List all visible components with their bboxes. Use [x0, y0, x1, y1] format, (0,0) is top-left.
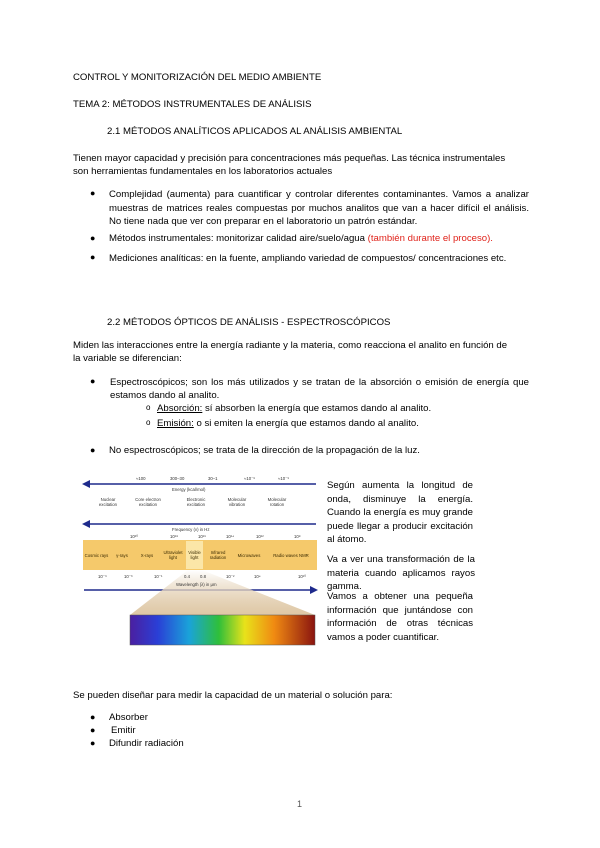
- wavelength-tick: 10⁴: [254, 574, 261, 579]
- energy-value: ≈10⁻⁹: [278, 476, 290, 481]
- list-item-absorber: Absorber: [109, 712, 148, 723]
- section-2-bullet-2: No espectroscópicos; se trata de la dirección de la propagación de la luz.: [109, 445, 420, 456]
- frequency-tick: 10¹⁶: [198, 534, 206, 539]
- bullet-icon: ●: [90, 252, 96, 262]
- band-visible: Visible light: [186, 541, 204, 569]
- sub-bullet-emision: [157, 418, 419, 429]
- emision-text: o si emiten la energía que estamos dando al analito.: [193, 418, 419, 429]
- band-gamma-rays: γ-rays: [110, 541, 135, 569]
- section-1-bullet-2: [109, 233, 493, 244]
- section-2-intro-line2: la variable se diferencian:: [73, 353, 182, 364]
- band-cosmic-rays: Cosmic rays: [83, 541, 111, 569]
- section-1-bullet-1: Complejidad (aumenta) para cuantificar y controlar diferentes contaminantes. Vamos a analizar muestras de matrices reales compuestas por muchos analitos que van a hacer difícil el análisis. No tiene nada que ver con preparar en el laboratorio un patrón estándar.: [109, 189, 529, 227]
- band-ultraviolet: Ultraviolet light: [160, 541, 187, 569]
- frequency-tick: 10⁸: [294, 534, 301, 539]
- section-2-intro-line1: Miden las interacciones entre la energía radiante y la materia, como reacciona el analito en función de: [73, 340, 508, 351]
- band-radio-waves: Radio waves NMR: [265, 541, 317, 569]
- course-title: CONTROL Y MONITORIZACIÓN DEL MEDIO AMBIENTE: [73, 72, 322, 83]
- section-1-intro-line2: son herramientas fundamentales en los laboratorios actuales: [73, 166, 333, 177]
- frequency-tick: 10¹²: [256, 534, 264, 539]
- sub-bullet-absorcion: [157, 403, 431, 414]
- process-label: Molecular vibration: [227, 497, 247, 507]
- frequency-tick: 10¹⁴: [226, 534, 235, 539]
- sub-bullet-icon: o: [146, 403, 151, 412]
- sub-bullet-icon: o: [146, 418, 151, 427]
- frequency-axis-label: Frequency (ν) in Hz: [172, 527, 210, 532]
- process-label: Molecular rotation: [267, 497, 287, 507]
- emision-term: Emisión:: [157, 418, 194, 429]
- band-x-rays: X-rays: [134, 541, 161, 569]
- process-label: Electronic excitation: [186, 497, 206, 507]
- bullet-icon: ●: [90, 445, 96, 455]
- energy-axis-label: Energy (kcal/mol): [172, 487, 206, 492]
- bullet-icon: ●: [90, 376, 96, 386]
- bullet-icon: ●: [90, 712, 96, 722]
- bullet-2-text: Métodos instrumentales: monitorizar calidad aire/suelo/agua: [109, 233, 368, 244]
- figure-text-2: Va a ver una transformación de la materia cuando aplicamos rayos gamma.: [327, 554, 475, 592]
- bullet-icon: ●: [90, 188, 96, 198]
- wavelength-tick: 10⁻¹: [154, 574, 163, 579]
- list-item-difundir: Difundir radiación: [109, 738, 184, 749]
- energy-value: ≈100: [136, 476, 146, 481]
- frequency-tick: 10²⁰: [130, 534, 138, 539]
- energy-value: 300–30: [170, 476, 185, 481]
- section-1-intro-line1: Tienen mayor capacidad y precisión para concentraciones más pequeñas. Las técnica instrumentales: [73, 153, 506, 164]
- bullet-icon: ●: [90, 725, 96, 735]
- list-item-emitir: Emitir: [111, 725, 136, 736]
- wavelength-tick: 0.4: [184, 574, 190, 579]
- band-infrared: Infrared radiation: [203, 541, 234, 569]
- wavelength-tick: 0.8: [200, 574, 206, 579]
- section-1-title: 2.1 MÉTODOS ANALÍTICOS APLICADOS AL ANÁLISIS AMBIENTAL: [107, 126, 403, 137]
- electromagnetic-spectrum-figure: [80, 470, 320, 650]
- frequency-tick: 10¹⁸: [170, 534, 179, 539]
- wavelength-tick: 10⁻³: [124, 574, 133, 579]
- absorcion-text: sí absorben la energía que estamos dando al analito.: [202, 403, 432, 414]
- wavelength-axis-label: Wavelength (λ) in μm: [176, 582, 217, 587]
- band-microwaves: Microwaves: [233, 541, 266, 569]
- figure-text-3: Vamos a obtener una pequeña información que juntándose con información de otras técnicas vamos a poder cuantificar.: [327, 591, 473, 643]
- energy-value: 30–1: [208, 476, 218, 481]
- bullet-icon: ●: [90, 233, 96, 243]
- section-2-bullet-1: Espectroscópicos; son los más utilizados y se tratan de la absorción o emisión de energía que estamos dando al analito.: [110, 377, 529, 401]
- figure-text-1: Según aumenta la longitud de onda, disminuye la energía. Cuando la energía es muy grande puede llegar a producir excitación al átomo.: [327, 480, 473, 545]
- wavelength-tick: 10⁻⁹: [98, 574, 107, 579]
- page-number: 1: [297, 799, 303, 809]
- process-label: Nuclear excitation: [98, 497, 118, 507]
- bullet-icon: ●: [90, 738, 96, 748]
- absorcion-term: Absorción:: [157, 403, 203, 414]
- energy-value: ≈10⁻⁶: [244, 476, 256, 481]
- section-1-bullet-3: Mediciones analíticas: en la fuente, ampliando variedad de compuestos/ concentraciones etc.: [109, 253, 507, 264]
- wavelength-tick: 10⁻²: [226, 574, 235, 579]
- bullet-2-highlight: (también durante el proceso).: [367, 233, 493, 244]
- wavelength-tick: 10¹⁰: [298, 574, 306, 579]
- section-3-intro: Se pueden diseñar para medir la capacidad de un material o solución para:: [73, 690, 393, 701]
- section-2-title: 2.2 MÉTODOS ÓPTICOS DE ANÁLISIS - ESPECTROSCÓPICOS: [107, 317, 391, 328]
- topic-title: TEMA 2: MÉTODOS INSTRUMENTALES DE ANÁLISIS: [73, 99, 312, 110]
- process-label: Core electron excitation: [135, 497, 161, 507]
